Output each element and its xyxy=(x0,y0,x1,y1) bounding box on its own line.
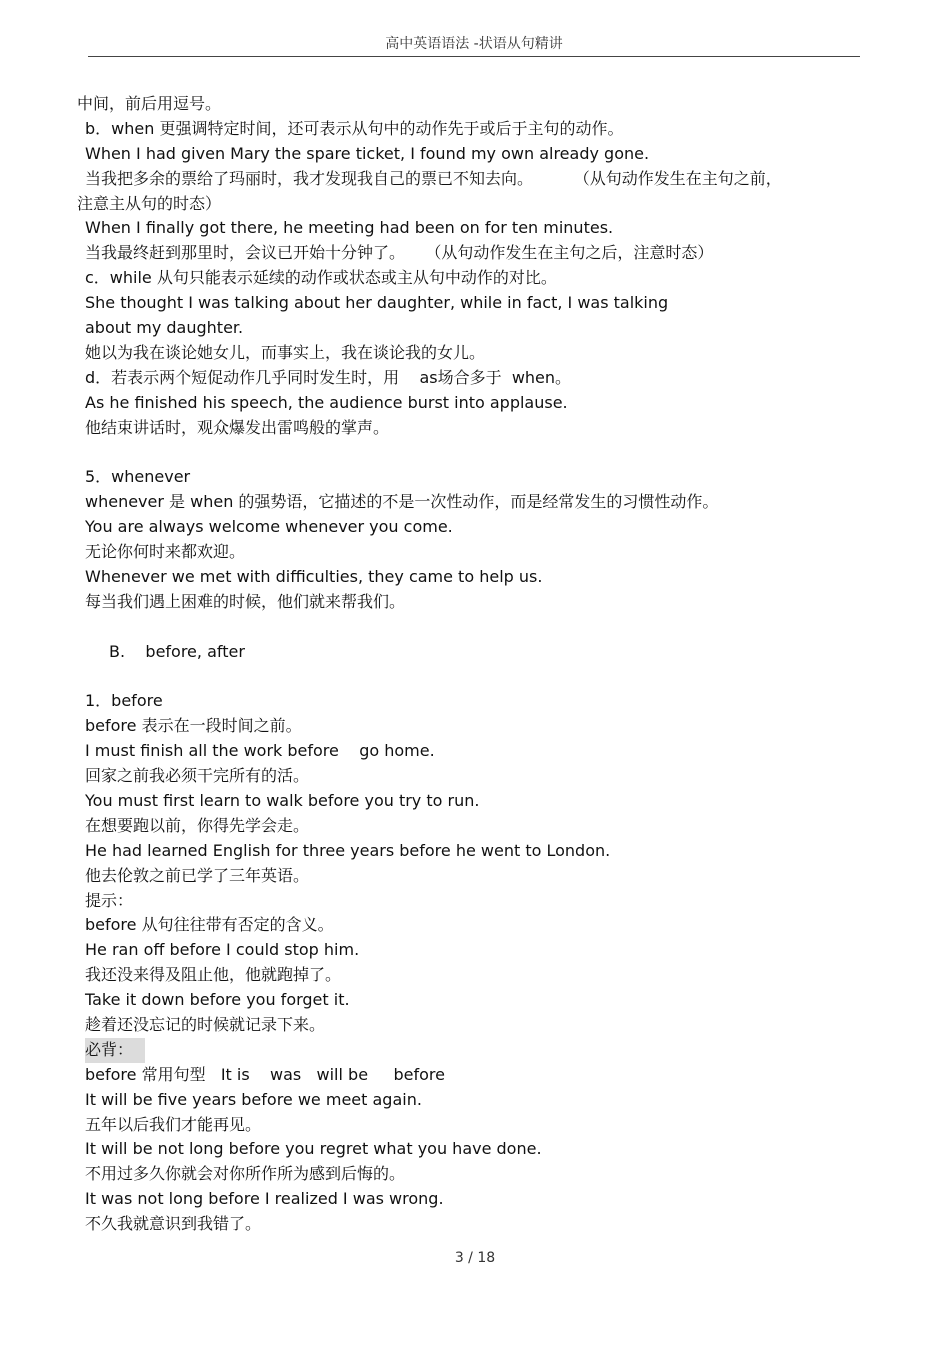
text-line: When I finally got there, he meeting had been on for ten minutes. xyxy=(85,218,614,238)
text-line: 当我把多余的票给了玛丽时，我才发现我自己的票已不知去向。 （从句动作发生在主句之前， xyxy=(85,168,782,188)
text-line: 她以为我在谈论她女儿，而事实上，我在谈论我的女儿。 xyxy=(85,342,486,362)
text-line: before 从句往往带有否定的含义。 xyxy=(85,915,334,935)
text-line: before 常用句型 It is was will be before xyxy=(85,1064,445,1084)
page-header xyxy=(88,34,860,57)
text-line: 五年以后我们才能再见。 xyxy=(85,1114,262,1134)
text-line: It will be five years before we meet again. xyxy=(85,1089,422,1109)
text-line: 不久我就意识到我错了。 xyxy=(85,1214,262,1234)
text-line: You must first learn to walk before you try to run. xyxy=(85,790,480,810)
section-heading: 5．whenever xyxy=(85,467,191,487)
text-line: It will be not long before you regret what you have done. xyxy=(85,1139,542,1159)
text-line: 我还没来得及阻止他，他就跑掉了。 xyxy=(85,965,342,985)
text-line: 在想要跑以前，你得先学会走。 xyxy=(85,815,310,835)
text-line: 他结束讲话时，观众爆发出雷鸣般的掌声。 xyxy=(85,417,390,437)
must-memorize-label: 必背： xyxy=(85,1038,145,1063)
text-line: 回家之前我必须干完所有的活。 xyxy=(85,766,310,786)
text-line: d．若表示两个短促动作几乎同时发生时，用 as场合多于 when。 xyxy=(85,367,572,387)
text-line: about my daughter. xyxy=(85,318,244,338)
text-line: b．when 更强调特定时间，还可表示从句中的动作先于或后于主句的动作。 xyxy=(85,118,624,138)
text-line: 中间，前后用逗号。 xyxy=(77,94,222,113)
text-line: When I had given Mary the spare ticket, I found my own already gone. xyxy=(85,143,650,163)
header-title: 高中英语语法 -状语从句精讲 xyxy=(385,36,563,52)
blank-line xyxy=(77,615,867,640)
tip-label: 提示： xyxy=(85,890,134,910)
page-footer xyxy=(0,1250,950,1266)
must-memorize-line xyxy=(77,1038,867,1063)
document-body xyxy=(77,92,867,1237)
text-line: Whenever we met with difficulties, they came to help us. xyxy=(85,566,543,586)
text-line: 他去伦敦之前已学了三年英语。 xyxy=(85,865,310,885)
text-line: c．while 从句只能表示延续的动作或状态或主从句中动作的对比。 xyxy=(85,268,557,288)
text-line: 当我最终赶到那里时，会议已开始十分钟了。 （从句动作发生在主句之后，注意时态） xyxy=(85,243,714,263)
text-line: Take it down before you forget it. xyxy=(85,990,350,1010)
text-line: whenever 是 when 的强势语，它描述的不是一次性动作，而是经常发生的习惯性动作。 xyxy=(85,492,719,512)
text-line: before 表示在一段时间之前。 xyxy=(85,716,302,736)
text-line: As he finished his speech, the audience burst into applause. xyxy=(85,392,568,412)
text-line: He had learned English for three years before he went to London. xyxy=(85,840,611,860)
text-line: 无论你何时来都欢迎。 xyxy=(85,542,246,562)
page-number: 3 / 18 xyxy=(454,1250,496,1266)
text-line: She thought I was talking about her daughter, while in fact, I was talking xyxy=(85,293,669,313)
blank-line xyxy=(77,664,867,689)
text-line: 不用过多久你就会对你所作所为感到后悔的。 xyxy=(85,1164,406,1184)
section-heading: B. before, after xyxy=(109,641,245,661)
section-heading: 1．before xyxy=(85,691,163,711)
blank-line xyxy=(77,440,867,465)
text-line: 每当我们遇上困难的时候，他们就来帮我们。 xyxy=(85,591,406,611)
text-line: It was not long before I realized I was wrong. xyxy=(85,1189,444,1209)
text-line: You are always welcome whenever you come. xyxy=(85,517,453,537)
text-line: He ran off before I could stop him. xyxy=(85,940,360,960)
text-line: I must finish all the work before go home. xyxy=(85,741,435,761)
text-line: 注意主从句的时态） xyxy=(77,193,222,213)
text-line: 趁着还没忘记的时候就记录下来。 xyxy=(85,1014,326,1034)
